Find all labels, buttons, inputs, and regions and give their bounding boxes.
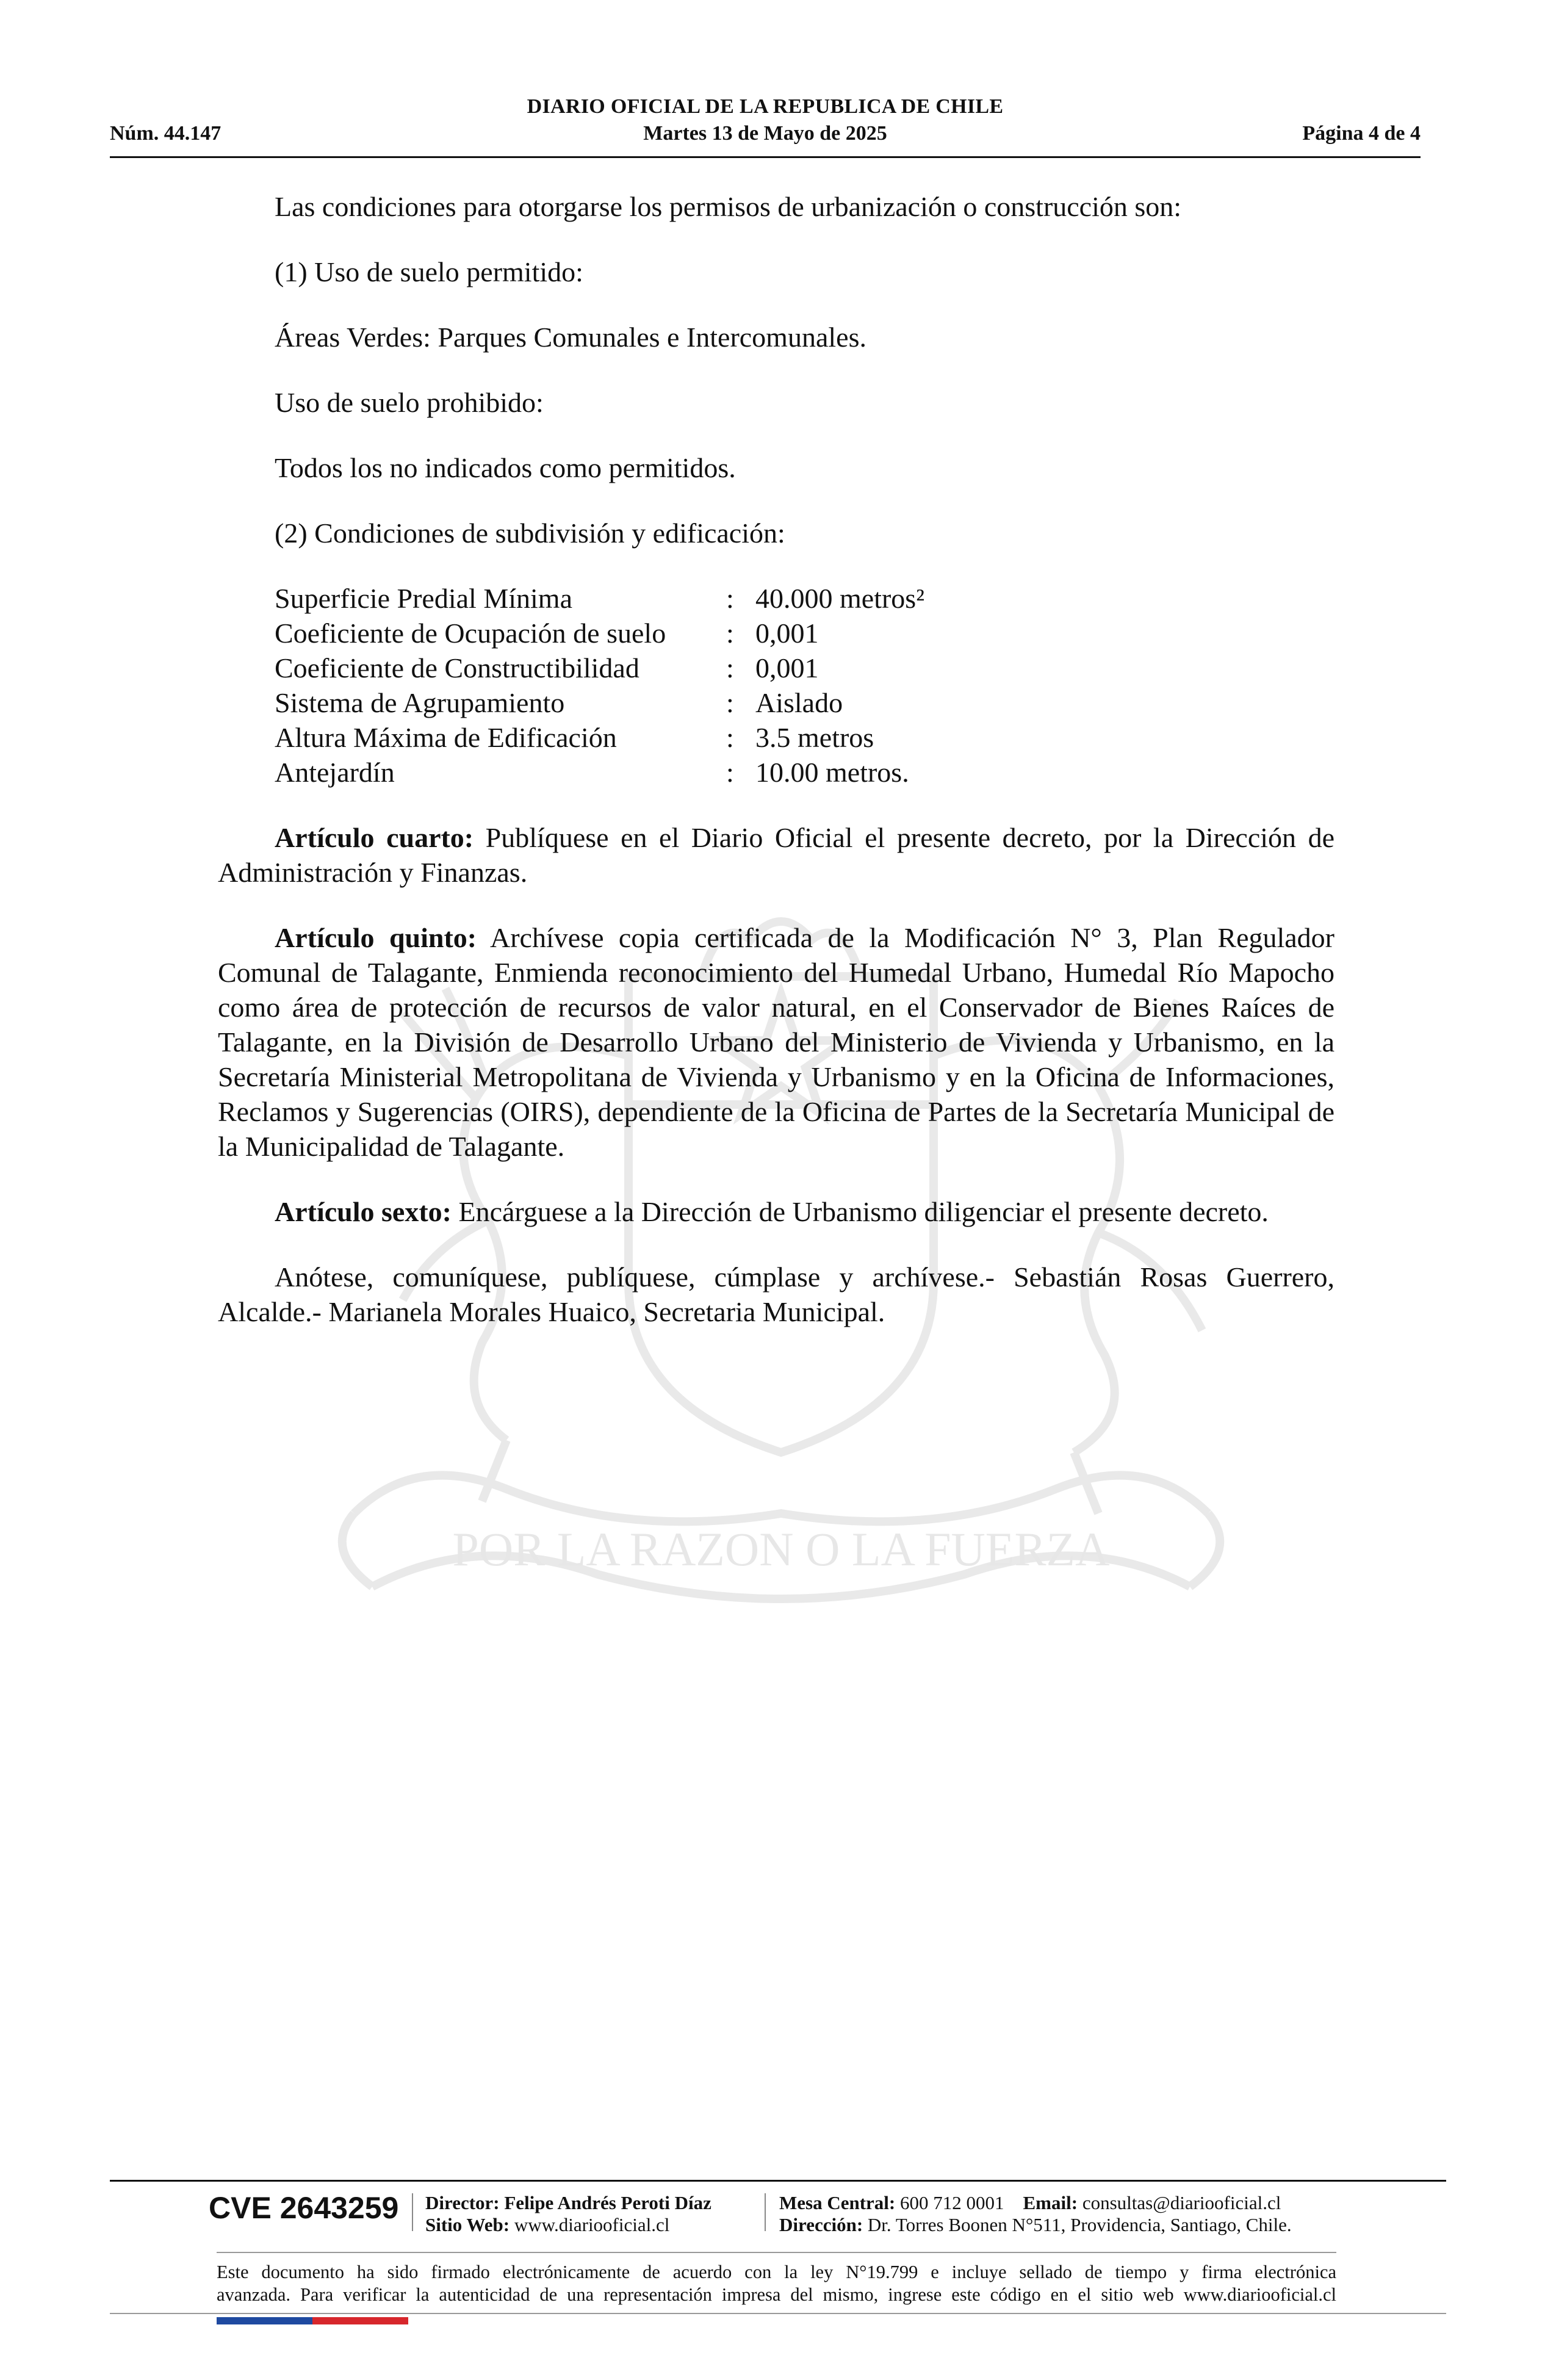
legal-line: Este documento ha sido firmado electrónicamente de acuerdo con la ley N°19.799 e incluye sellado de tiempo y firma electrónica	[217, 2262, 1336, 2282]
mesa-label: Mesa Central:	[779, 2192, 896, 2213]
condition-sep: :	[726, 687, 734, 718]
condition-label: Superficie Predial Mínima	[275, 583, 572, 614]
footer-separator	[765, 2193, 766, 2231]
use-prohibited-heading: Uso de suelo prohibido:	[275, 387, 544, 418]
conditions-table	[275, 581, 924, 790]
condition-sep: :	[726, 583, 734, 614]
article-fourth-title: Artículo cuarto:	[275, 822, 474, 853]
table-row	[275, 581, 924, 616]
article-fifth	[218, 920, 1334, 1164]
article-sixth-text: Encárguese a la Dirección de Urbanismo diligenciar el presente decreto.	[451, 1196, 1269, 1227]
article-fifth-text: Archívese copia certificada de la Modificación N° 3, Plan Regulador Comunal de Talagante, Enmienda reconocimiento del Humedal Urbano, Humedal Río Mapocho como área de protección de recursos de valor natural, en el Conservador de Bienes Raíces de Talagante, en la División de Desarrollo Urbano del Ministerio de Vivienda y Urbanismo, en la Secretaría Ministerial Metropolitana de Vivienda y Urbanismo y en la Oficina de Informaciones, Reclamos y Sugerencias (OIRS), dependiente de la Oficina de Partes de la Secretaría Municipal de la Municipalidad de Talagante.	[218, 922, 1335, 1162]
condition-label: Sistema de Agrupamiento	[275, 687, 565, 718]
condition-value: 0,001	[755, 652, 819, 683]
condition-sep: :	[726, 618, 734, 649]
condition-value: 40.000 metros²	[755, 583, 924, 614]
table-row	[275, 755, 924, 790]
cve-code: CVE 2643259	[209, 2191, 399, 2225]
table-row	[275, 685, 924, 720]
use-allowed-heading: (1) Uso de suelo permitido:	[275, 256, 583, 287]
website-link[interactable]: www.diariooficial.cl	[510, 2214, 670, 2235]
use-allowed-text: Áreas Verdes: Parques Comunales e Intercomunales.	[275, 322, 866, 353]
condition-value: 3.5 metros	[755, 722, 874, 753]
condition-label: Altura Máxima de Edificación	[275, 722, 617, 753]
motto-text: POR LA RAZON O LA FUERZA	[452, 1523, 1110, 1576]
mesa-phone: 600 712 0001	[895, 2192, 1004, 2213]
condition-label: Coeficiente de Ocupación de suelo	[275, 618, 666, 649]
condition-sep: :	[726, 652, 734, 683]
condition-value: 10.00 metros.	[755, 757, 909, 788]
footer-divider-bottom	[110, 2313, 1446, 2314]
footer-divider-top	[110, 2180, 1446, 2182]
issue-number: Núm. 44.147	[110, 122, 222, 145]
flag-stripe-red	[312, 2317, 408, 2324]
page-header	[110, 92, 1421, 159]
table-row	[275, 616, 924, 651]
page-number: Página 4 de 4	[1302, 122, 1421, 145]
article-fourth-text: Publíquese en el Diario Oficial el presente decreto, por la Dirección de Administración y Finanzas.	[218, 822, 1334, 888]
condition-sep: :	[726, 722, 734, 753]
table-row	[275, 651, 924, 685]
director-label: Director:	[425, 2192, 500, 2213]
conditions-heading: (2) Condiciones de subdivisión y edificación:	[275, 517, 785, 549]
condition-label: Coeficiente de Constructibilidad	[275, 652, 639, 683]
condition-label: Antejardín	[275, 757, 395, 788]
article-sixth	[218, 1194, 1334, 1229]
article-fourth	[218, 820, 1334, 890]
footer-separator	[412, 2193, 413, 2231]
address-value: Dr. Torres Boonen N°511, Providencia, Santiago, Chile.	[863, 2214, 1292, 2235]
address-label: Dirección:	[779, 2214, 863, 2235]
email-link[interactable]: consultas@diariooficial.cl	[1078, 2192, 1281, 2213]
table-row	[275, 720, 924, 755]
footer-director-block	[425, 2192, 711, 2236]
condition-sep: :	[726, 757, 734, 788]
issue-date: Martes 13 de Mayo de 2025	[643, 122, 887, 145]
email-label: Email:	[1023, 2192, 1078, 2213]
closing-paragraph: Anótese, comuníquese, publíquese, cúmplase y archívese.- Sebastián Rosas Guerrero, Alcalde.- Marianela Morales Huaico, Secretaria Municipal.	[218, 1261, 1334, 1327]
footer-divider-mid	[217, 2252, 1336, 2253]
flag-stripe-blue	[217, 2317, 312, 2324]
newspaper-title: DIARIO OFICIAL DE LA REPUBLICA DE CHILE	[527, 95, 1004, 118]
director-name: Felipe Andrés Peroti Díaz	[499, 2192, 711, 2213]
document-body	[218, 189, 1334, 1360]
article-fifth-title: Artículo quinto:	[275, 922, 477, 953]
paragraph-intro: Las condiciones para otorgarse los permisos de urbanización o construcción son:	[275, 191, 1182, 222]
condition-value: Aislado	[755, 687, 843, 718]
condition-value: 0,001	[755, 618, 819, 649]
use-prohibited-text: Todos los no indicados como permitidos.	[275, 452, 736, 483]
legal-notice	[217, 2261, 1336, 2306]
header-divider	[110, 156, 1421, 158]
legal-line: avanzada. Para verificar la autenticidad de una representación impresa del mismo, ingrese este código en el sitio web www.diariooficial.cl	[217, 2284, 1336, 2305]
website-label: Sitio Web:	[425, 2214, 510, 2235]
article-sixth-title: Artículo sexto:	[275, 1196, 452, 1227]
footer-contact-block	[779, 2192, 1292, 2236]
